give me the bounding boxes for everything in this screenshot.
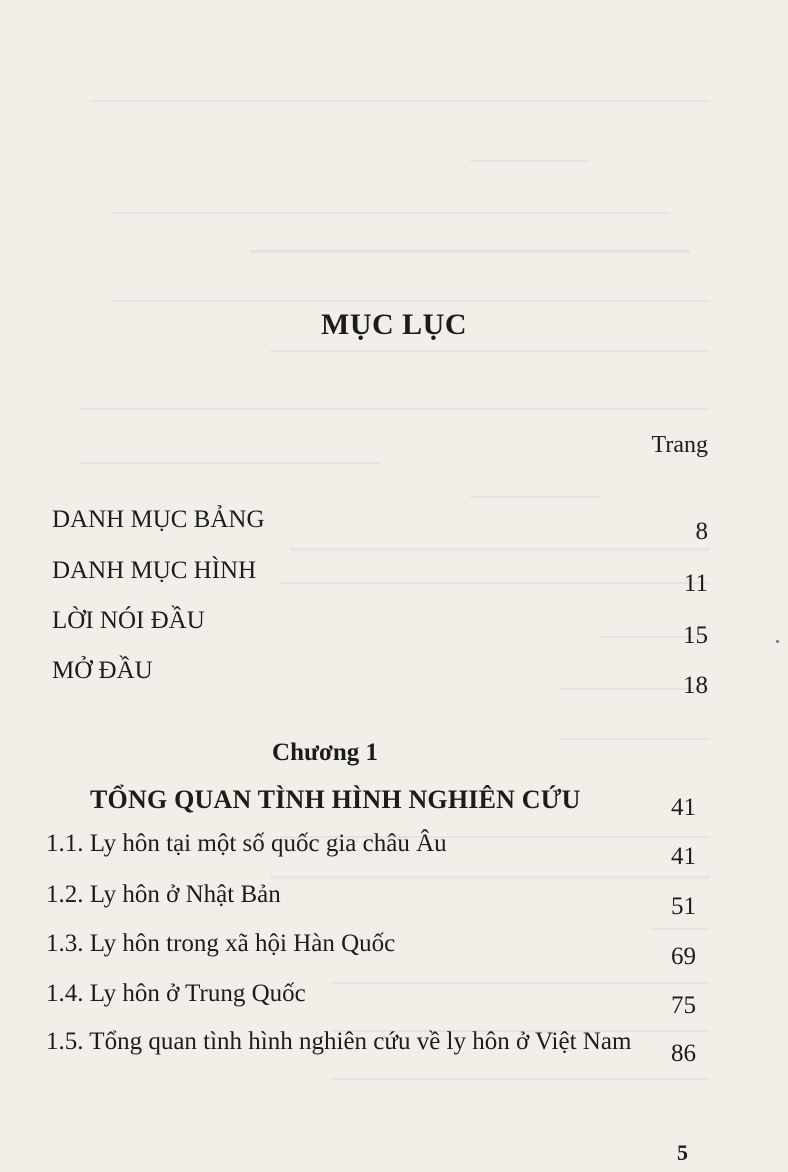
toc-entry-danh-muc-bang-label: DANH MỤC BẢNG [52,506,265,533]
toc-entry-danh-muc-bang-page: 8 [695,518,708,545]
chapter-title-page: 41 [671,794,696,821]
paper-speck [776,640,779,643]
chapter-heading: Chương 1 [272,739,378,766]
page-number: 5 [677,1140,688,1165]
toc-entry-loi-noi-dau-page: 15 [683,622,708,649]
toc-section-1-3-page: 69 [671,943,696,970]
toc-section-1-1-label: 1.1. Ly hôn tại một số quốc gia châu Âu [46,830,447,857]
toc-entry-mo-dau-page: 18 [683,672,708,699]
toc-section-1-2-page: 51 [671,893,696,920]
toc-entry-danh-muc-hinh-label: DANH MỤC HÌNH [52,557,257,584]
toc-entry-danh-muc-hinh-page: 11 [683,570,708,597]
toc-section-1-4-page: 75 [671,992,696,1019]
chapter-title: TỔNG QUAN TÌNH HÌNH NGHIÊN CỨU [90,785,581,814]
toc-entry-mo-dau-label: MỞ ĐẦU [52,657,153,684]
toc-section-1-1-page: 41 [671,843,696,870]
page-column-header: Trang [651,432,708,458]
toc-section-1-4-label: 1.4. Ly hôn ở Trung Quốc [46,980,306,1007]
toc-section-1-3-label: 1.3. Ly hôn trong xã hội Hàn Quốc [46,930,396,957]
toc-section-1-5-page: 86 [671,1040,696,1067]
toc-section-1-2-label: 1.2. Ly hôn ở Nhật Bản [46,881,281,908]
toc-title: MỤC LỤC [321,308,467,341]
toc-entry-loi-noi-dau-label: LỜI NÓI ĐẦU [52,607,205,634]
toc-section-1-5-label: 1.5. Tổng quan tình hình nghiên cứu về ly hôn ở Việt Nam [46,1028,632,1055]
